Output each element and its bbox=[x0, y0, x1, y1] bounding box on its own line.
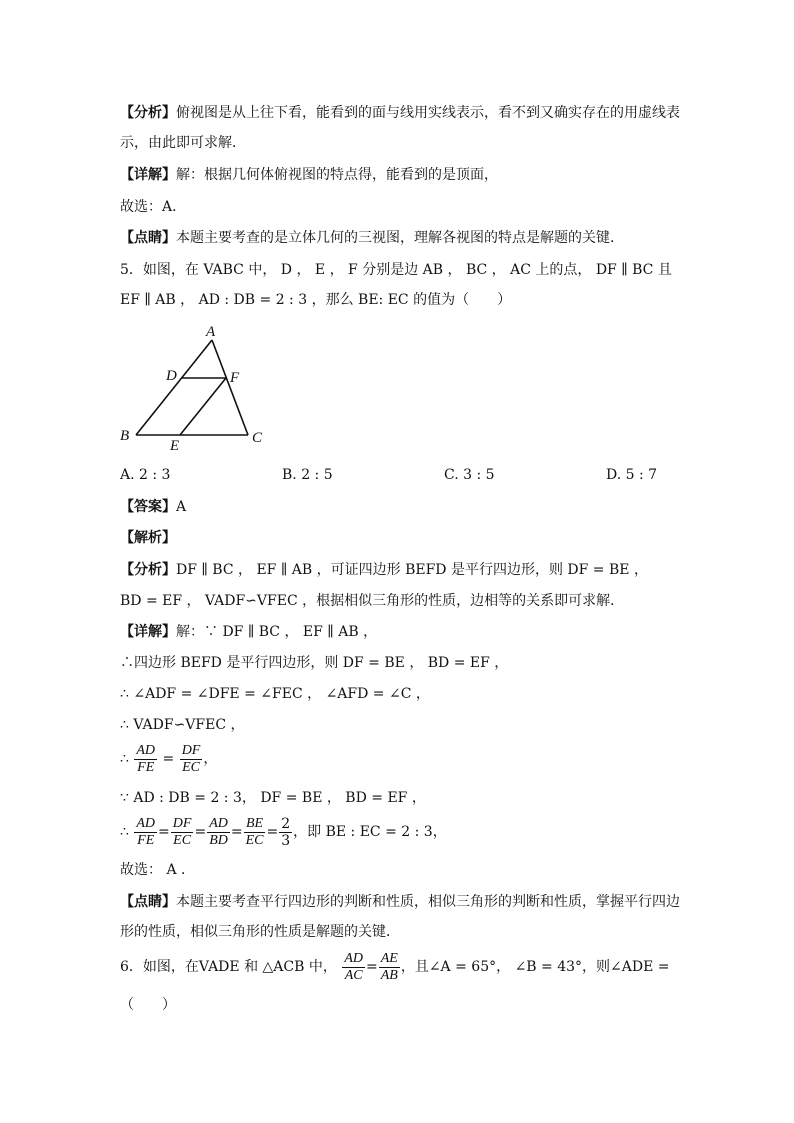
q5-stem-line-1: 5．如图，在 VABC 中， D ， E ， F 分别是边 AB ， BC ， AC 上的点， DF ∥ BC 且 bbox=[120, 262, 672, 278]
therefore-symbol: ∴ bbox=[120, 751, 129, 767]
analysis-tag: 【分析】 bbox=[120, 562, 176, 578]
q6-stem-line-2: （ ） bbox=[120, 997, 176, 1013]
q5-detail-line-5: ∴ $\frac{AD}{FE}$ = $\frac{DF}{EC}$ ， bbox=[120, 742, 218, 775]
fraction-2-3: $\frac{2}{3}$ bbox=[281, 815, 291, 849]
fraction-df-ec: $\frac{DF}{EC}$ bbox=[172, 815, 192, 848]
q5-detail-line-7: ∴ $\frac{AD}{FE}$ = $\frac{DF}{EC}$ = $\frac{AD}{BD}$ = $\frac{BE}{EC}$ = $\frac{2}{3}$ ，即 BE : EC = 2 : 3， bbox=[120, 815, 447, 849]
answer-tag: 【答案】 bbox=[120, 499, 176, 515]
fraction-be-ec: $\frac{BE}{EC}$ bbox=[245, 815, 264, 848]
q6-stem-line-1: 6．如图，在VADE 和 △ACB 中， $\frac{AD}{AC}$ = $\frac{AE}{AB}$ ，且∠A = 65°， ∠B = 43°，则∠ADE = bbox=[120, 950, 670, 983]
q5-detail-line-3: ∴ ∠ADF = ∠DFE = ∠FEC ， ∠AFD = ∠C ， bbox=[120, 686, 430, 702]
q5-choice: 故选： A ． bbox=[120, 862, 196, 878]
q4-choice: 故选：A． bbox=[120, 199, 187, 215]
label-b: B bbox=[120, 428, 130, 444]
q4-analysis-line-1 bbox=[120, 103, 680, 123]
label-f: F bbox=[230, 370, 240, 386]
detail-text: 解：根据几何体俯视图的特点得，能看到的是顶面， bbox=[176, 167, 498, 183]
fraction-ad-ac: $\frac{AD}{AC}$ bbox=[344, 950, 363, 983]
answer-value: A bbox=[176, 499, 187, 515]
q5-answer-line bbox=[120, 497, 186, 517]
option-b[interactable]: B. 2 : 5 bbox=[282, 467, 333, 483]
segment-ef bbox=[180, 378, 226, 435]
analysis-text: 俯视图是从上往下看，能看到的面与线用实线表示，看不到又确实存在的用虚线表 bbox=[176, 105, 680, 121]
analysis-tag: 【分析】 bbox=[120, 105, 176, 121]
q5-detail-line-1 bbox=[120, 622, 377, 642]
comment-text: 本题主要考查平行四边形的判断和性质，相似三角形的判断和性质，掌握平行四边 bbox=[176, 894, 680, 910]
q5-detail-line-2: ∴四边形 BEFD 是平行四边形，则 DF = BE ， BD = EF ， bbox=[120, 655, 509, 671]
label-e: E bbox=[170, 438, 180, 452]
q4-detail-line bbox=[120, 165, 498, 185]
comment-tag: 【点睛】 bbox=[120, 230, 176, 246]
option-c[interactable]: C. 3 : 5 bbox=[444, 467, 495, 483]
fraction-ae-ab: $\frac{AE}{AB}$ bbox=[380, 950, 398, 983]
fraction-df-ec: $\frac{DF}{EC}$ bbox=[181, 742, 201, 775]
q4-comment-line bbox=[120, 228, 624, 248]
q5-comment-line-1 bbox=[120, 892, 680, 912]
option-d[interactable]: D. 5 : 7 bbox=[606, 467, 658, 483]
side-ab bbox=[136, 340, 212, 435]
fraction-ad-bd: $\frac{AD}{BD}$ bbox=[209, 815, 228, 848]
comment-tag: 【点睛】 bbox=[120, 894, 176, 910]
fraction-ad-fe: $\frac{AD}{FE}$ bbox=[136, 742, 156, 775]
detail-tag: 【详解】 bbox=[120, 624, 176, 640]
detail-text: 解：∵ DF ∥ BC ， EF ∥ AB ， bbox=[176, 624, 378, 640]
q5-detail-line-4: ∴ VADF∽VFEC ， bbox=[120, 717, 245, 733]
fraction-ad-fe: $\frac{AD}{FE}$ bbox=[136, 815, 156, 848]
q5-triangle-figure bbox=[116, 322, 276, 452]
q5-stem-line-2: EF ∥ AB ， AD : DB = 2 : 3 ，那么 BE: EC 的值为（ ） bbox=[120, 292, 512, 308]
detail-tag: 【详解】 bbox=[120, 167, 176, 183]
q5-analysis-line-2: BD = EF ， VADF∽VFEC ，根据相似三角形的性质，边相等的关系即可求解． bbox=[120, 593, 625, 609]
q5-comment-line-2: 形的性质，相似三角形的性质是解题的关键． bbox=[120, 924, 400, 940]
q6-stem-prefix: 6．如图，在VADE 和 △ACB 中， bbox=[120, 959, 337, 975]
q5-detail-line-6: ∵ AD : DB = 2 : 3， DF = BE ， BD = EF ， bbox=[120, 790, 426, 806]
parse-tag: 【解析】 bbox=[120, 530, 176, 546]
comment-text: 本题主要考查的是立体几何的三视图，理解各视图的特点是解题的关键． bbox=[176, 230, 624, 246]
therefore-symbol: ∴ bbox=[120, 824, 129, 840]
label-c: C bbox=[252, 430, 263, 446]
option-a[interactable]: A. 2 : 3 bbox=[120, 467, 171, 483]
q6-stem-suffix: ，且∠A = 65°， ∠B = 43°，则∠ADE = bbox=[400, 959, 670, 975]
label-d: D bbox=[166, 368, 177, 384]
q4-analysis-line-2: 示，由此即可求解． bbox=[120, 135, 246, 151]
q5-analysis-line-1 bbox=[120, 560, 648, 580]
analysis-text: DF ∥ BC ， EF ∥ AB ，可证四边形 BEFD 是平行四边形，则 DF = BE ， bbox=[176, 562, 648, 578]
label-a: A bbox=[206, 324, 216, 340]
